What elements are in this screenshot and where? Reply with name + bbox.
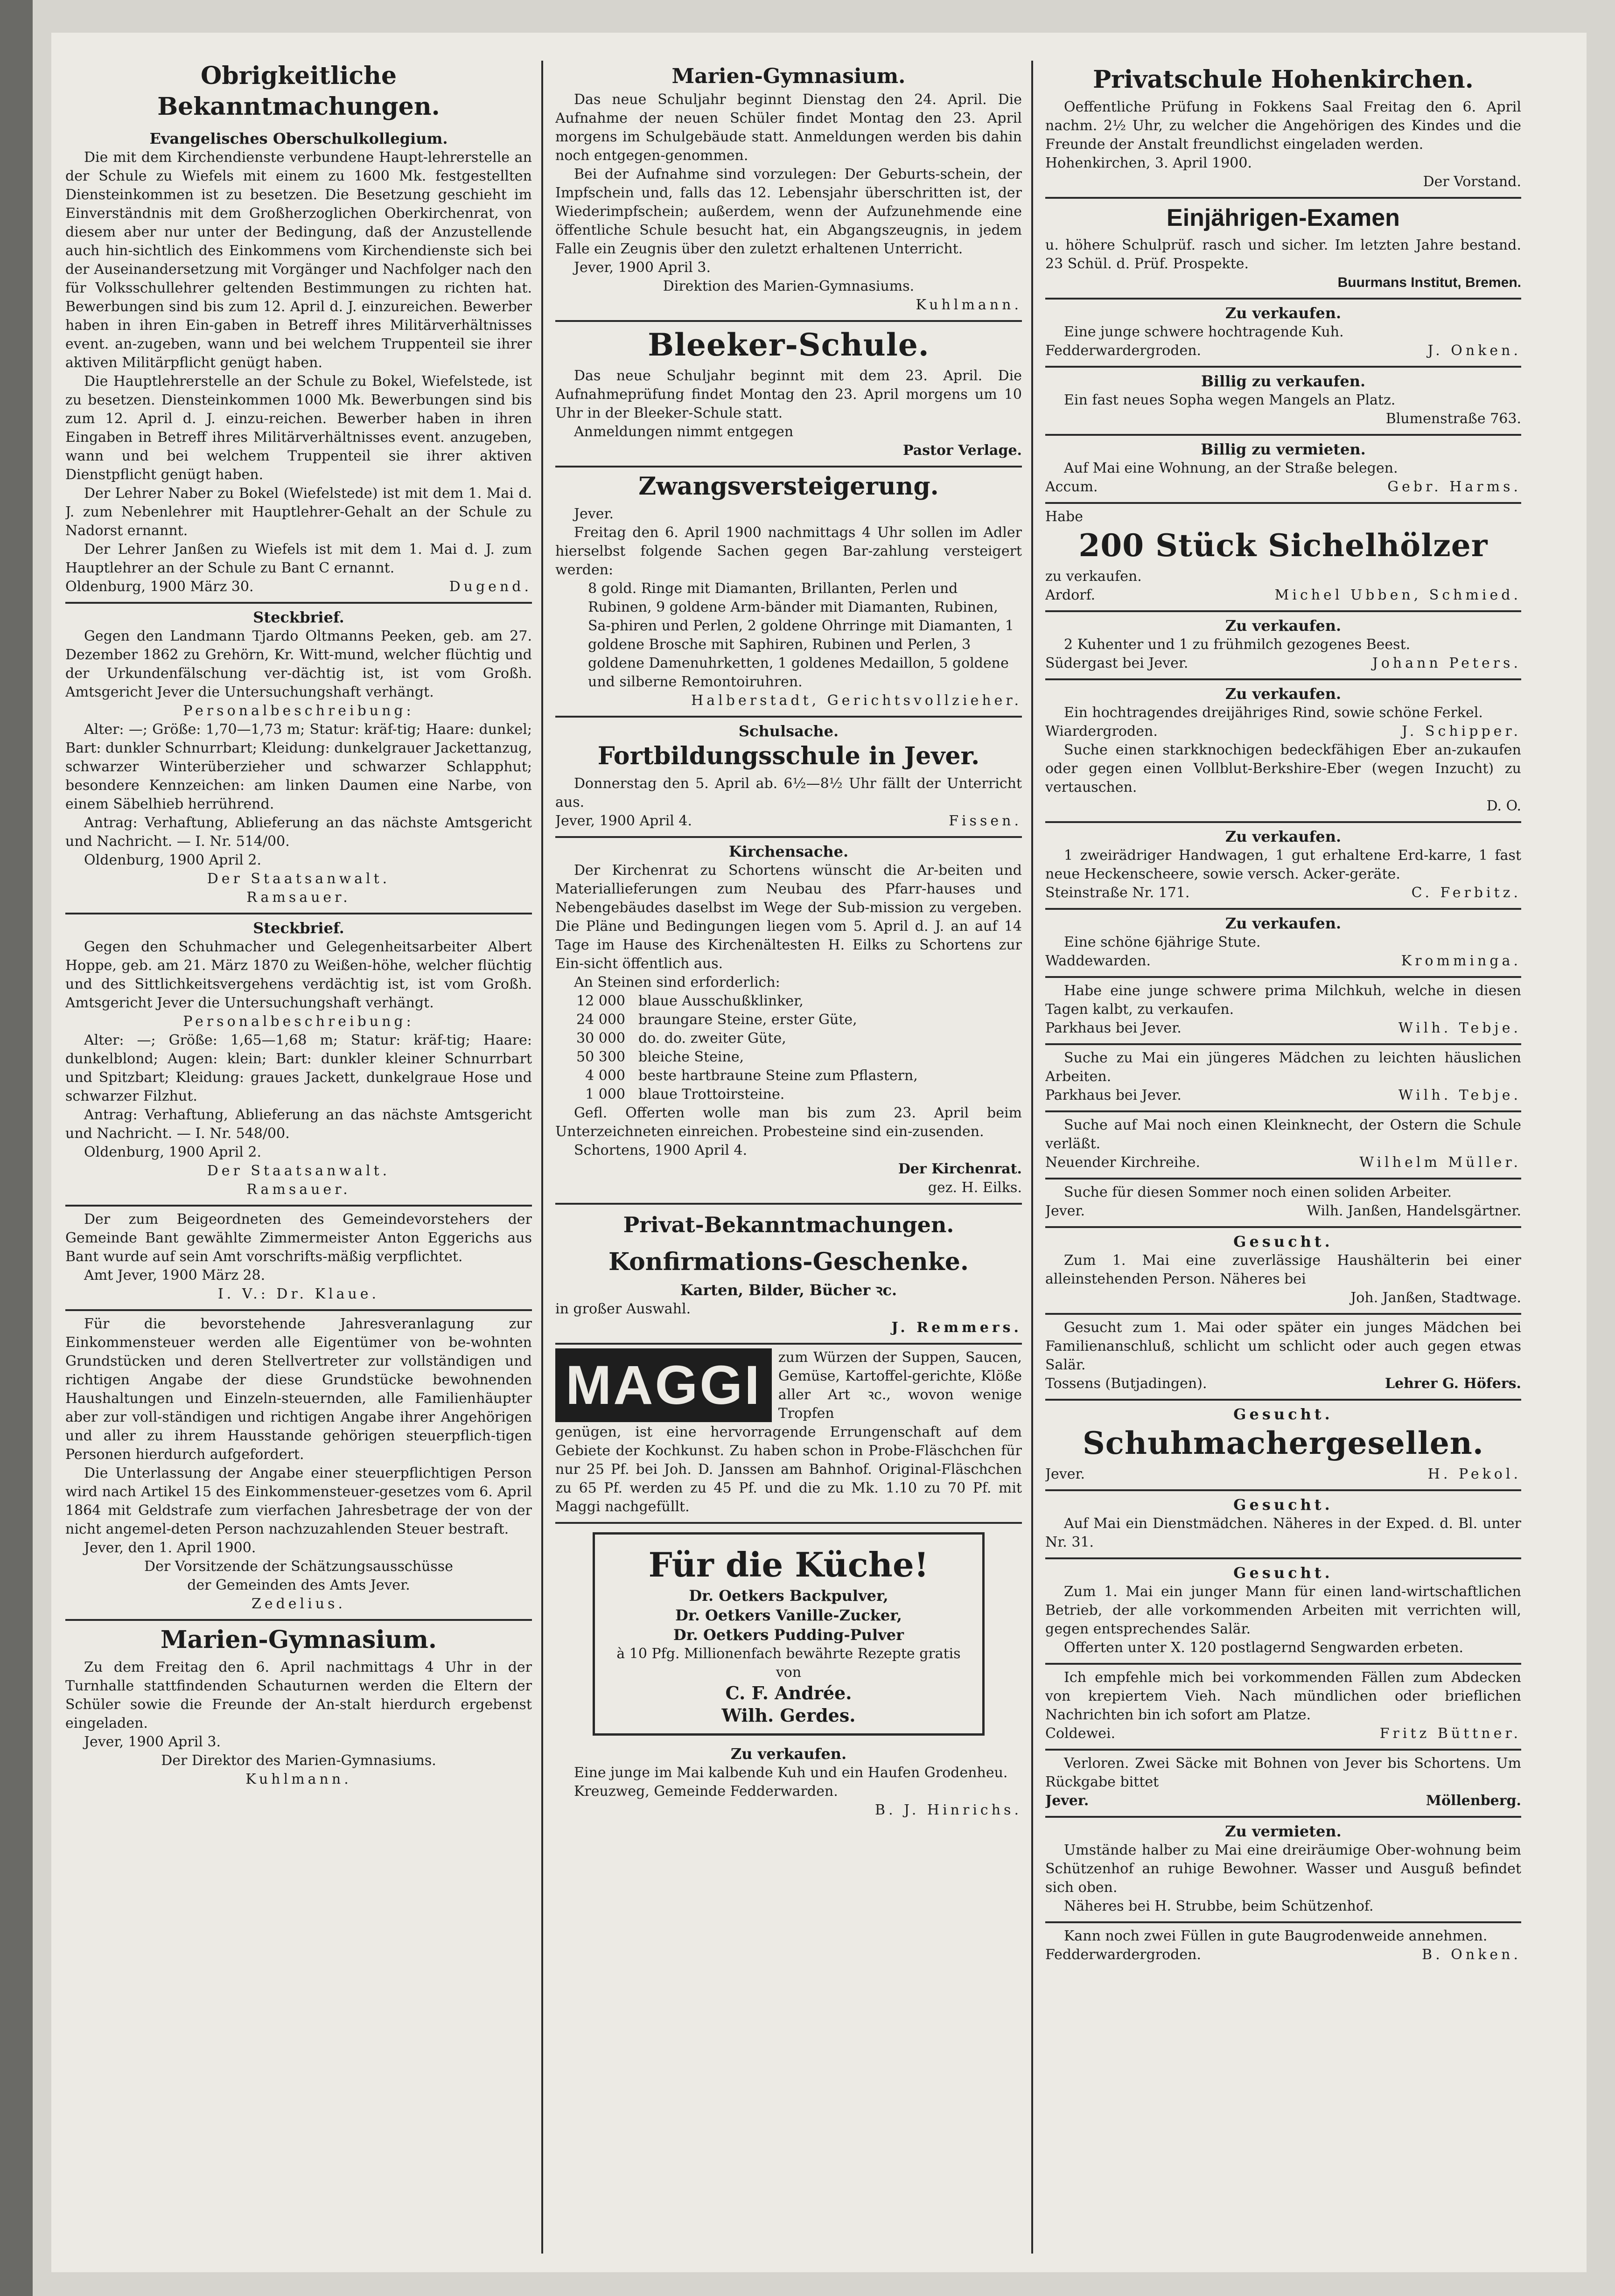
ad-maggi — [555, 1345, 1022, 1524]
notice-signature — [555, 812, 1022, 830]
ad-title: Privatschule Hohenkirchen. — [1093, 65, 1474, 94]
ad-signature — [1045, 884, 1521, 902]
ad-title: Zu verkaufen. — [730, 1745, 847, 1763]
ad-title: 200 Stück Sichelhölzer — [1078, 527, 1488, 564]
stone-type: blaue Ausschußklinker, — [638, 993, 804, 1009]
ad-title: Gesucht. — [1233, 1233, 1333, 1250]
stone-type: beste hartbraune Steine zum Pflastern, — [638, 1068, 918, 1084]
notice-paragraph: Zu dem Freitag den 6. April nachmittags 4 Uhr in der Turnhalle stattfindenden Schauturnen werden die Eltern der Schüler sowie die Freunde der An-stalt hierdurch ergebenst eingeladen. — [65, 1659, 532, 1731]
ad-place: Neuender Kirchreihe. — [1045, 1154, 1201, 1171]
notice-beigeordneter — [65, 1207, 532, 1311]
ad-place: Jever. — [1045, 1203, 1085, 1219]
ad-signer: Michel Ubben, Schmied. — [1274, 587, 1521, 603]
ad-paragraph: Ein hochtragendes dreijähriges Rind, sowie schöne Ferkel. — [1064, 705, 1483, 721]
ad-d14 — [1045, 1179, 1521, 1228]
ad-paragraph: Ich empfehle mich bei vorkommenden Fällen zum Abdecken von krepiertem Vieh. Nach mündlichen oder brieflichen Nachrichten bin ich sofort am Platze. — [1045, 1669, 1521, 1723]
ad-d22 — [1045, 1818, 1521, 1923]
ad-paragraph: zu verkaufen. — [1045, 568, 1142, 585]
ad-schuhmachergesellen — [1045, 1401, 1521, 1491]
ad-d16 — [1045, 1315, 1521, 1401]
ad-paragraph: Oeffentliche Prüfung in Fokkens Saal Freitag den 6. April nachm. 2½ Uhr, zu welcher die Angehörigen des Kindes und die Freunde der Anstalt freundlichst eingeladen werden. — [1045, 99, 1521, 153]
notice-place-date: Jever, 1900 April 3. — [574, 259, 711, 276]
notice-office: Der Direktor des Marien-Gymnasiums. — [161, 1752, 436, 1769]
maggi-header — [555, 1348, 1022, 1423]
ad-d9 — [1045, 823, 1521, 910]
ad-paragraph: Auf Mai ein Dienstmädchen. Näheres in der Exped. d. Bl. unter Nr. 31. — [1045, 1515, 1521, 1550]
ad-signer: Buurmans Institut, Bremen. — [1337, 275, 1521, 290]
ad-place: Waddewarden. — [1045, 953, 1151, 969]
ad-title: Konfirmations-Geschenke. — [608, 1248, 969, 1276]
ad-signature — [1045, 1724, 1521, 1743]
ad-d21 — [1045, 1751, 1521, 1818]
ad-signer: Pastor Verlage. — [903, 442, 1022, 459]
ad-signer: H. Pekol. — [1427, 1466, 1521, 1482]
ad-title: Zu verkaufen. — [1225, 685, 1342, 703]
ad-place: Steinstraße Nr. 171. — [1045, 885, 1190, 901]
ad-d18 — [1045, 1491, 1521, 1559]
notice-schauturnen — [65, 1621, 532, 1794]
ad-signer: Der Vorstand. — [1423, 174, 1521, 190]
newspaper-page — [51, 33, 1587, 2272]
ad-place: Tossens (Butjadingen). — [1045, 1375, 1207, 1392]
warrant-hoppe — [65, 914, 532, 1207]
ad-paragraph: Ein fast neues Sopha wegen Mangels an Platz. — [1064, 392, 1396, 408]
notice-title: Marien-Gymnasium. — [161, 1626, 437, 1654]
stone-table — [555, 992, 1022, 1104]
ad-paragraph: u. höhere Schulprüf. rasch und sicher. Im letzten Jahre bestand. 23 Schül. d. Prüf. Prospekte. — [1045, 237, 1521, 272]
notice-paragraph: Der Lehrer Janßen zu Wiefels ist mit dem 1. Mai d. J. zum Hauptlehrer an der Schule zu Bant C ernannt. — [65, 541, 532, 576]
notice-place-date: Oldenburg, 1900 März 30. — [65, 579, 254, 595]
ad-product: Dr. Oetkers Pudding-Pulver — [673, 1626, 904, 1644]
notice-title: Marien-Gymnasium. — [671, 64, 906, 88]
ad-d10 — [1045, 910, 1521, 978]
stone-row — [555, 1029, 1022, 1048]
ad-product: Dr. Oetkers Backpulver, — [689, 1587, 888, 1605]
ad-signer: B. J. Hinrichs. — [875, 1802, 1022, 1818]
notice-paragraph: Bei der Aufnahme sind vorzulegen: Der Geburts-schein, der Impfschein und, falls das 12. Lebensjahr überschritten ist, der Wiederimpfschein; außerdem, wenn der Aufzunehmende eine öffentliche Schule besucht hat, ein Abgangszeugnis, in jedem Falle ein Zeugnis über den zuletzt erhaltenen Unterricht. — [555, 166, 1022, 257]
notice-paragraph: Gefl. Offerten wolle man bis zum 23. April beim Unterzeichneten einreichen. Probesteine sind ein-zusenden. — [555, 1105, 1022, 1140]
notice-paragraph: Die Hauptlehrerstelle an der Schule zu Bokel, Wiefelstede, ist zu besetzen. Diensteinkommen 1000 Mk. Bewerbungen sind bis zum 12. April d. J. einzu-reichen. Bewerber haben in ihren Eingaben in Betreff ihres Militärverhältnisses event. anzugeben, wann und bei welchem Truppenteil sie ihrer aktiven Dienstpflicht genügt haben. — [65, 373, 532, 483]
stone-quantity: 1 000 — [585, 1086, 625, 1103]
ad-signature — [1045, 1792, 1521, 1810]
ad-d8 — [1045, 680, 1521, 823]
column-2 — [555, 61, 1022, 1825]
warrant-signer: Ramsauer. — [246, 1181, 351, 1198]
ad-paragraph: Offerten unter X. 120 postlagernd Sengwarden erbeten. — [1064, 1640, 1464, 1656]
ad-paragraph: Auf Mai eine Wohnung, an der Straße belegen. — [1064, 460, 1398, 476]
ad-signature — [1045, 654, 1521, 673]
warrant-signer: Ramsauer. — [246, 889, 351, 906]
ad-paragraph: 1 zweirädriger Handwagen, 1 gut erhaltene Erd-karre, 1 fast neue Heckenscheere, sowie versch. Acker-geräte. — [1045, 847, 1521, 882]
ad-signer: Johann Peters. — [1372, 655, 1521, 671]
ad-signer: B. Onken. — [1422, 1947, 1521, 1963]
ad-d15 — [1045, 1228, 1521, 1315]
notice-place-date: Jever, 1900 April 3. — [84, 1734, 221, 1750]
ad-place: Ardorf. — [1045, 587, 1096, 603]
ad-paragraph: genügen, ist eine hervorragende Errungenschaft auf dem Gebiete der Kochkunst. Zu haben schon in Probe-Fläschchen für nur 25 Pf. bei Joh. D. Janssen am Bahnhof. Original-Fläschchen zu 65 Pf. werden zu 45 Pf. und die zu Mk. 1.10 zu 70 Pf. mit Maggi nachgefüllt. — [555, 1424, 1022, 1515]
stone-row — [555, 1067, 1022, 1085]
ad-paragraph: Suche einen starkknochigen bedeckfähigen Eber an-zukaufen oder gegen einen Vollblut-Berkshire-Eber (wegen Inzucht) zu vertauschen. — [1045, 742, 1521, 796]
ad-signature — [1045, 1946, 1521, 1964]
ad-title: Für die Küche! — [648, 1545, 929, 1584]
ad-place: Jever. — [1045, 1793, 1089, 1809]
ad-signature — [1045, 722, 1521, 741]
ad-oetker-box — [593, 1532, 985, 1736]
notice-kirchensache — [555, 838, 1022, 1205]
ad-signer: J. Onken. — [1427, 342, 1521, 359]
notice-office: Direktion des Marien-Gymnasiums. — [663, 278, 915, 294]
notice-schuljahr — [555, 61, 1022, 322]
notice-office: Der Vorsitzende der Schätzungsausschüsse — [144, 1558, 453, 1575]
ad-signer: Joh. Janßen, Stadtwage. — [1350, 1290, 1521, 1306]
ad-place: Fedderwardergroden. — [1045, 342, 1202, 359]
ad-paragraph: Freitag den 6. April 1900 nachmittags 4 Uhr sollen im Adler hierselbst folgende Sachen gegen Bar-zahlung versteigert werden: — [555, 524, 1022, 578]
ad-title: Billig zu verkaufen. — [1201, 372, 1366, 390]
stone-row — [555, 1085, 1022, 1104]
warrant-paragraph: Antrag: Verhaftung, Ablieferung an das nächste Amtsgericht und Nachricht. — I. Nr. 514/00. — [65, 815, 532, 850]
ad-paragraph: Eine schöne 6jährige Stute. — [1064, 934, 1261, 950]
ad-signer: Fritz Büttner. — [1379, 1725, 1521, 1742]
stone-type: bleiche Steine, — [638, 1049, 744, 1065]
warrant-office: Der Staatsanwalt. — [207, 1163, 391, 1179]
adjacent-page-edge — [0, 0, 33, 2296]
ad-signer: Möllenberg. — [1426, 1793, 1521, 1809]
ad-signer: Wilh. Janßen, Handelsgärtner. — [1307, 1203, 1521, 1219]
stone-row — [555, 1048, 1022, 1067]
ad-paragraph: Eine junge schwere hochtragende Kuh. — [1064, 324, 1344, 340]
ad-signer: J. Schipper. — [1402, 723, 1521, 740]
notice-signer: Kuhlmann. — [916, 297, 1022, 313]
warrant-place-date: Oldenburg, 1900 April 2. — [84, 852, 262, 868]
notice-place-date: Amt Jever, 1900 März 28. — [84, 1267, 266, 1284]
ad-title: Zwangsversteigerung. — [638, 472, 939, 501]
warrant-peeken — [65, 604, 532, 914]
ad-place: Fedderwardergroden. — [1045, 1947, 1202, 1963]
ad-place: Kreuzweg, Gemeinde Fedderwarden. — [574, 1783, 838, 1800]
column-rule — [1031, 61, 1033, 2254]
notice-signer: gez. H. Eilks. — [928, 1179, 1022, 1196]
notice-oberschulkollegium — [65, 125, 532, 604]
ad-kuh-verkauf — [555, 1740, 1022, 1825]
column-1 — [65, 61, 532, 1794]
ad-signer: Kromminga. — [1401, 953, 1521, 969]
ad-paragraph: Zum 1. Mai eine zuverlässige Haushälterin bei einer alleinstehenden Person. Näheres bei — [1045, 1252, 1521, 1287]
ad-d12 — [1045, 1045, 1521, 1112]
ad-place-date: Hohenkirchen, 3. April 1900. — [1045, 155, 1252, 171]
ad-paragraph: Anmeldungen nimmt entgegen — [574, 424, 794, 440]
notice-signer: Dugend. — [449, 579, 532, 595]
notice-einkommensteuer — [65, 1311, 532, 1621]
stone-type: blaue Trottoirsteine. — [638, 1086, 785, 1103]
ad-signer: C. Ferbitz. — [1411, 885, 1521, 901]
notice-paragraph: Donnerstag den 5. April ab. 6½—8½ Uhr fällt der Unterricht aus. — [555, 775, 1022, 810]
ad-title: Zu verkaufen. — [1225, 304, 1342, 322]
ad-paragraph: à 10 Pfg. Millionenfach bewährte Rezepte gratis von — [616, 1646, 961, 1681]
ad-privatschule — [1045, 61, 1521, 199]
warrant-paragraph: Antrag: Verhaftung, Ablieferung an das nächste Amtsgericht und Nachricht. — I. Nr. 548/00. — [65, 1107, 532, 1142]
ad-product: Dr. Oetkers Vanille-Zucker, — [675, 1606, 902, 1624]
stone-quantity: 12 000 — [576, 993, 625, 1009]
ad-item-list: 8 gold. Ringe mit Diamanten, Brillanten, Perlen und Rubinen, 9 goldene Arm-bänder mit Diamanten, Rubinen, Sa-phiren und Perlen, 2 goldene Ohrringe mit Diamanten, 1 goldene Brosche mit Saphiren, Rubinen und Perlen, 3 goldene Damenuhrketten, 1 goldenes Medaillon, 5 goldene und silberne Remontoiruhren. — [588, 580, 1014, 690]
ad-signer: Wilh. Tebje. — [1398, 1087, 1521, 1103]
ad-zwangsversteigerung — [555, 468, 1022, 718]
ad-paragraph: Verloren. Zwei Säcke mit Bohnen von Jever bis Schortens. Um Rückgabe bittet — [1045, 1755, 1521, 1790]
ad-signer: Halberstadt, Gerichtsvollzieher. — [691, 692, 1022, 709]
warrant-title: Steckbrief. — [253, 919, 344, 937]
ad-signer: J. Remmers. — [891, 1319, 1022, 1336]
stone-row — [555, 1011, 1022, 1029]
ad-place: Coldewei. — [1045, 1725, 1116, 1742]
section-heading-private: Privat-Bekanntmachungen. — [623, 1212, 954, 1237]
warrant-description-heading: Personalbeschreibung: — [183, 1013, 414, 1030]
warrant-place-date: Oldenburg, 1900 April 2. — [84, 1144, 262, 1160]
ad-signature — [1045, 1465, 1521, 1484]
stone-row — [555, 992, 1022, 1011]
notice-title: Fortbildungsschule in Jever. — [597, 742, 980, 770]
stone-quantity: 24 000 — [576, 1012, 625, 1028]
ad-title: Zu verkaufen. — [1225, 914, 1342, 932]
ad-signature — [1045, 586, 1521, 605]
ad-signer: Wilhelm Müller. — [1359, 1154, 1521, 1171]
warrant-paragraph: Gegen den Landmann Tjardo Oltmanns Peeken, geb. am 27. Dezember 1862 zu Grehörn, Kr. Witt-mund, welcher flüchtig und der Urkundenfälschung ver-dächtig ist, ist vom Großh. Amtsgericht Jever die Untersuchungshaft verhängt. — [65, 628, 532, 700]
ad-d19 — [1045, 1559, 1521, 1665]
notice-place-date: Jever, 1900 April 4. — [555, 813, 692, 829]
notice-place-date: Jever, den 1. April 1900. — [84, 1540, 256, 1556]
ad-category: Gesucht. — [1233, 1405, 1333, 1423]
notice-fortbildungsschule — [555, 718, 1022, 838]
warrant-paragraph: Alter: —; Größe: 1,70—1,73 m; Statur: kräf-tig; Haare: dunkel; Bart: dunkler Schnurrbart; Kleidung: dunkelgrauer Jackettanzug, schwarzer Winterüberzieher und schwarzer Schlapphut; besondere Kennzeichen: am linken Daumen eine Narbe, von einem Säbelhieb herrührend. — [65, 721, 532, 812]
ad-paragraph: 2 Kuhenter und 1 zu frühmilch gezogenes Beest. — [1064, 636, 1411, 653]
ad-signer: Lehrer G. Höfers. — [1384, 1375, 1521, 1392]
stone-quantity: 50 300 — [576, 1049, 625, 1065]
ad-place: Parkhaus bei Jever. — [1045, 1087, 1182, 1103]
ad-title: Zu vermieten. — [1225, 1822, 1342, 1840]
notice-category: Kirchensache. — [728, 843, 849, 860]
ad-paragraph: zum Würzen der Suppen, Saucen, Gemüse, Kartoffel-gerichte, Klöße aller Art ꝛc., wovon wenige Tropfen — [778, 1349, 1022, 1422]
ad-signature — [1045, 1375, 1521, 1393]
ad-title: Gesucht. — [1233, 1496, 1333, 1514]
ad-d23 — [1045, 1923, 1521, 1970]
notice-title: Evangelisches Oberschulkollegium. — [149, 130, 448, 147]
ad-d5 — [1045, 436, 1521, 504]
ad-d7 — [1045, 612, 1521, 680]
ad-d3 — [1045, 300, 1521, 368]
ad-paragraph: Suche auf Mai noch einen Kleinknecht, der Ostern die Schule verläßt. — [1045, 1117, 1521, 1152]
ad-title: Gesucht. — [1233, 1564, 1333, 1582]
ad-title: Einjährigen-Examen — [1167, 204, 1400, 231]
ad-title: Zu verkaufen. — [1225, 828, 1342, 845]
ad-title: Schuhmachergesellen. — [1083, 1425, 1484, 1461]
ad-paragraph: in großer Auswahl. — [555, 1301, 691, 1317]
notice-signature — [65, 578, 532, 596]
ad-place: Accum. — [1045, 479, 1098, 495]
ad-subtitle: Karten, Bilder, Bücher ꝛc. — [680, 1281, 897, 1299]
notice-office: Der Kirchenrat. — [898, 1161, 1022, 1177]
notice-office: der Gemeinden des Amts Jever. — [187, 1577, 410, 1593]
warrant-office: Der Staatsanwalt. — [207, 871, 391, 887]
ad-signer: D. O. — [1486, 798, 1521, 814]
warrant-paragraph: Alter: —; Größe: 1,65—1,68 m; Statur: kräf-tig; Haare: dunkelblond; Augen: klein; Bart: dunkler kleiner Schnurrbart und Spitzbart; Kleidung: graues Jackett, dunkelgraue Hose und schwarzer Filzhut. — [65, 1032, 532, 1104]
ad-signature — [1045, 342, 1521, 360]
ad-bleeker-schule — [555, 322, 1022, 468]
ad-paragraph: Näheres bei H. Strubbe, beim Schützenhof. — [1064, 1898, 1374, 1914]
ad-paragraph: Suche zu Mai ein jüngeres Mädchen zu leichten häuslichen Arbeiten. — [1045, 1050, 1521, 1085]
notice-paragraph: An Steinen sind erforderlich: — [574, 974, 780, 991]
ad-place: Wiardergroden. — [1045, 723, 1158, 740]
section-heading-official: Obrigkeitliche Bekanntmachungen. — [157, 62, 440, 121]
stone-type: do. do. zweiter Güte, — [638, 1030, 786, 1047]
notice-paragraph: Für die bevorstehende Jahresveranlagung zur Einkommensteuer werden alle Eigentümer von be-wohnten Grundstücken und deren Stellvertreter zur vollständigen und richtigen Angabe der diese Grundstücke bewohnenden Haushaltungen und Einzeln-steuernden, alle Familienhäupter aber zur voll-ständigen und richtigen Angabe ihrer Angehörigen und aller zu ihrem Hausstande gehörigen steuerpflich-tigen Personen hierdurch aufgefordert. — [65, 1316, 532, 1463]
ad-d11 — [1045, 978, 1521, 1045]
ad-paragraph: Habe eine junge schwere prima Milchkuh, welche in diesen Tagen kalbt, zu verkaufen. — [1045, 983, 1521, 1018]
notice-paragraph: Die Unterlassung der Angabe einer steuerpflichtigen Person wird nach Artikel 15 des Einkommensteuer-gesetzes vom 6. April 1864 mit Geldstrafe zum vierfachen Jahresbetrage der von der nicht angemel-deten Person nachzuzahlenden Steuer bestraft. — [65, 1465, 532, 1537]
ad-d13 — [1045, 1112, 1521, 1179]
ad-signature — [1045, 1153, 1521, 1172]
ad-merchant: Wilh. Gerdes. — [721, 1705, 856, 1726]
notice-signer: Fissen. — [949, 813, 1022, 829]
ad-signer: Blumenstraße 763. — [1385, 411, 1521, 427]
notice-paragraph: Der zum Beigeordneten des Gemeindevorstehers der Gemeinde Bant gewählte Zimmermeister Anton Eggerichs aus Bant wurde auf sein Amt vorschrifts-mäßig verpflichtet. — [65, 1211, 532, 1265]
ad-place: Jever. — [574, 506, 614, 522]
column-rule — [541, 61, 543, 2254]
notice-category: Schulsache. — [738, 722, 839, 740]
warrant-paragraph: Gegen den Schuhmacher und Gelegenheitsarbeiter Albert Hoppe, geb. am 21. März 1870 zu Weißen-höhe, welcher flüchtig und des Sittlichkeitsvergehens verdächtig ist, ist vom Großh. Amtsgericht Jever die Untersuchungshaft verhängt. — [65, 939, 532, 1011]
notice-signer: I. V.: Dr. Klaue. — [217, 1286, 380, 1302]
ad-paragraph: Zum 1. Mai ein junger Mann für einen land-wirtschaftlichen Betrieb, der alle vorkommenden Arbeiten mit verrichten will, gegen entsprechendes Salär. — [1045, 1584, 1521, 1637]
ad-title: Bleeker-Schule. — [648, 327, 930, 363]
stone-quantity: 30 000 — [576, 1030, 625, 1047]
stone-quantity: 4 000 — [585, 1068, 625, 1084]
ad-paragraph: Eine junge im Mai kalbende Kuh und ein Haufen Grodenheu. — [574, 1765, 1008, 1781]
ad-signature — [1045, 1086, 1521, 1105]
ad-d20 — [1045, 1665, 1521, 1751]
ad-place: Jever. — [1045, 1466, 1085, 1482]
ad-title: Billig zu vermieten. — [1201, 440, 1366, 458]
ad-paragraph: Habe — [1045, 509, 1084, 525]
notice-paragraph: Das neue Schuljahr beginnt Dienstag den 24. April. Die Aufnahme der neuen Schüler findet Montag den 23. April morgens im Schulgebäude statt. Anmeldungen werden bis dahin noch entgegen-genommen. — [555, 91, 1022, 164]
ad-title: Zu verkaufen. — [1225, 617, 1342, 635]
ad-signer: Wilh. Tebje. — [1398, 1020, 1521, 1036]
ad-paragraph: Kann noch zwei Füllen in gute Baugrodenweide annehmen. — [1064, 1928, 1488, 1944]
ad-paragraph: Gesucht zum 1. Mai oder später ein junges Mädchen bei Familienanschluß, schlicht um schlicht oder auch gegen etwas Salär. — [1045, 1319, 1521, 1373]
ad-d4 — [1045, 368, 1521, 436]
warrant-title: Steckbrief. — [253, 608, 344, 626]
maggi-logo: MAGGI — [555, 1348, 772, 1422]
warrant-description-heading: Personalbeschreibung: — [183, 703, 414, 719]
notice-signer: Kuhlmann. — [245, 1771, 352, 1787]
ad-paragraph: Suche für diesen Sommer noch einen soliden Arbeiter. — [1064, 1184, 1452, 1200]
ad-signature — [1045, 952, 1521, 970]
ad-paragraph: Das neue Schuljahr beginnt mit dem 23. April. Die Aufnahmeprüfung findet Montag den 23. April morgens um 10 Uhr in der Bleeker-Schule statt. — [555, 368, 1022, 421]
ad-paragraph: Umstände halber zu Mai eine dreiräumige Ober-wohnung beim Schützenhof an ruhige Bewohner. Wasser und Ausguß befindet sich oben. — [1045, 1842, 1521, 1896]
notice-signer: Zedelius. — [252, 1596, 346, 1612]
ad-sichelhoelzer — [1045, 504, 1521, 612]
ad-signature — [1045, 1019, 1521, 1038]
ad-konfirmations-geschenke — [555, 1243, 1022, 1345]
ad-signature — [1045, 1202, 1521, 1221]
notice-place-date: Schortens, 1900 April 4. — [574, 1142, 748, 1158]
ad-merchant: C. F. Andrée. — [725, 1682, 852, 1703]
stone-type: braungare Steine, erster Güte, — [638, 1012, 857, 1028]
ad-place: Parkhaus bei Jever. — [1045, 1020, 1182, 1036]
column-3 — [1045, 61, 1521, 1970]
notice-paragraph: Der Kirchenrat zu Schortens wünscht die Ar-beiten und Materiallieferungen zum Neubau des Pfarr-hauses und Nebengebäudes daselbst im Wege der Sub-mission zu vergeben. Die Pläne und Bedingungen liegen vom 5. April d. J. an auf 14 Tage im Hause des Kirchenältesten H. Eilks zu Schortens zur Ein-sicht öffentlich aus. — [555, 862, 1022, 972]
notice-paragraph: Der Lehrer Naber zu Bokel (Wiefelstede) ist mit dem 1. Mai d. J. zum Nebenlehrer mit Hauptlehrer-Gehalt an der Schule zu Nadorst ernannt. — [65, 485, 532, 539]
ad-einjaehrigen-examen — [1045, 199, 1521, 300]
ad-place: Südergast bei Jever. — [1045, 655, 1189, 671]
ad-signature — [1045, 478, 1521, 496]
notice-paragraph: Die mit dem Kirchendienste verbundene Haupt-lehrerstelle an der Schule zu Wiefels mit einem zu 1600 Mk. festgestellten Diensteinkommen ist zu besetzen. Die Besetzung geschieht im Einverständnis mit dem Großherzoglichen Oberkirchenrat, von diesem aber nur unter der Bedingung, daß der Anzustellende auch hin-sichtlich des Einkommens vom Kirchendienste sich bei der Auseinandersetzung mit Vorgänger und Nachfolger nach den für Volksschullehrer geltenden Bestimmungen zu richten hat. Bewerbungen sind bis zum 12. April d. J. einzureichen. Bewerber haben in ihren Ein-gaben in Betreff ihres Militärverhältnisses event. an-zugeben, wann und bei welchem Truppenteil sie ihrer aktiven Militärpflicht genügt haben. — [65, 149, 532, 371]
ad-signer: Gebr. Harms. — [1387, 479, 1521, 495]
